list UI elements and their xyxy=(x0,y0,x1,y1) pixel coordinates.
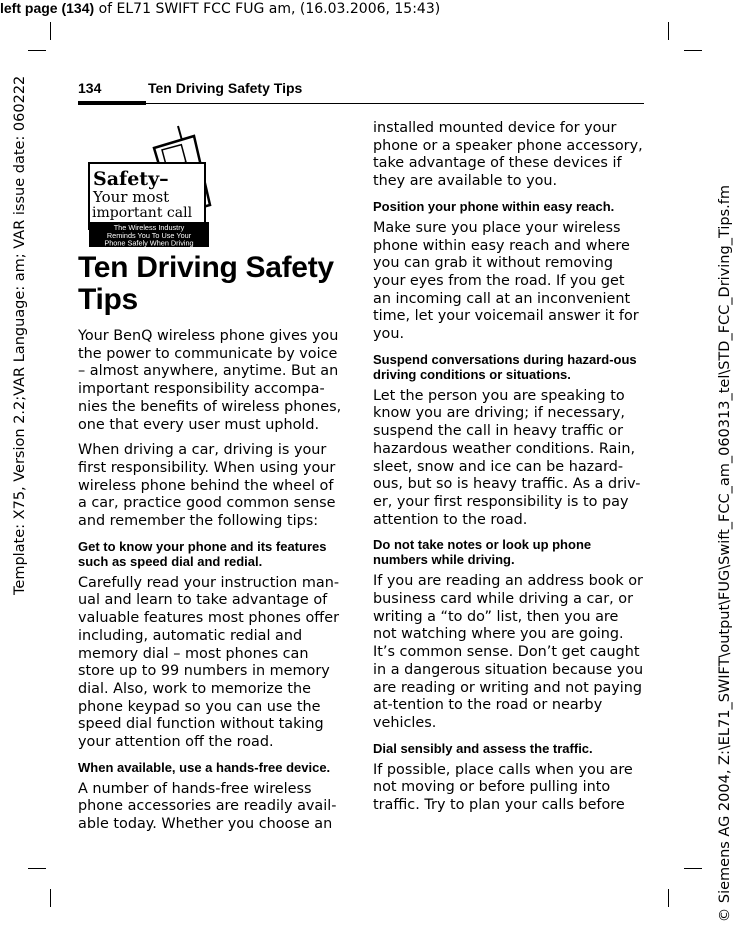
paragraph: If possible, place calls when you are not moving or before pulling into traffic. Try to plan your calls before xyxy=(373,761,633,814)
right-column xyxy=(373,120,645,823)
crop-mark xyxy=(684,868,702,869)
crop-mark xyxy=(668,889,669,907)
crop-mark xyxy=(28,868,46,869)
page-number: 134 xyxy=(78,80,102,96)
print-header-page: left page (134) xyxy=(0,0,95,16)
logo-band3: Phone Safely When Driving xyxy=(104,238,194,248)
paragraph: Let the person you are speaking to know you are driving; if necessary, suspend the call in heavy traffic or hazardous weather conditions. Rain, sleet, snow and ice can be hazard-ous, but so is heavy traffic. As a driv-er, your first responsibility is to pay attention to the road. xyxy=(373,387,641,528)
crop-mark xyxy=(28,50,46,51)
header-rule xyxy=(78,103,644,104)
logo-line3: important call xyxy=(92,205,193,221)
tip-heading: Suspend conversations during hazard-ous driving conditions or situations. xyxy=(373,351,637,382)
crop-mark xyxy=(668,22,669,40)
crop-mark xyxy=(50,22,51,40)
logo-band1: The Wireless Industry xyxy=(113,223,185,232)
tip-heading: Do not take notes or look up phone numbers while driving. xyxy=(373,537,592,568)
header-rule-accent xyxy=(78,101,146,105)
crop-mark xyxy=(684,50,702,51)
paragraph: Make sure you place your wireless phone within easy reach and where you can grab it without removing your eyes from the road. If you get an incoming call at an inconvenient time, let your voicemail answer it for you. xyxy=(373,219,639,343)
left-column xyxy=(78,252,346,842)
crop-mark xyxy=(50,889,51,907)
template-info: Template: X75, Version 2.2;VAR Language: am; VAR issue date: 060222 xyxy=(12,75,28,595)
paragraph: Carefully read your instruction man-ual and learn to take advantage of valuable features most phones offer including, automatic redial and memory dial – most phones can store up to 99 numbers in memory dial. Also, work to memorize the phone keypad so you can use the speed dial function without taking your attention off the road. xyxy=(78,574,340,751)
tip-heading: Position your phone within easy reach. xyxy=(373,198,615,214)
tip-heading: When available, use a hands-free device. xyxy=(78,759,331,775)
tip-heading: Dial sensibly and assess the traffic. xyxy=(373,740,593,756)
logo-line2: Your most xyxy=(93,188,170,206)
print-header xyxy=(0,0,440,17)
running-title: Ten Driving Safety Tips xyxy=(148,80,303,96)
copyright-path: © Siemens AG 2004, Z:\EL71_SWIFT\output\FUG\Swift_FCC_am_060313_tel\STD_FCC_Driving_Tips.fm xyxy=(717,185,733,923)
paragraph: When driving a car, driving is your first responsibility. When using your wireless phone behind the wheel of a car, practice good common sense and remember the following tips: xyxy=(78,442,336,530)
paragraph: installed mounted device for your phone or a speaker phone accessory, take advantage of these devices if they are available to you. xyxy=(373,120,643,190)
paragraph: A number of hands-free wireless phone accessories are readily avail-able today. Whether you choose an xyxy=(78,780,337,833)
logo-band2: Reminds You To Use Your xyxy=(106,231,192,240)
paragraph: If you are reading an address book or business card while driving a car, or writing a “to do” list, then you are not watching where you are going. It’s common sense. Don’t get caught in a dangerous situation because you are reading or writing and not paying at-tention to the road or nearby vehicles. xyxy=(373,573,644,731)
safety-logo xyxy=(86,123,216,249)
template-sidebar xyxy=(0,0,28,927)
tip-heading: Get to know your phone and its features such as speed dial and redial. xyxy=(78,538,327,569)
paragraph: Your BenQ wireless phone gives you the power to communicate by voice – almost anywhere, anytime. But an important responsibility accompa-nies the benefits of wireless phones, one that every user must uphold. xyxy=(78,328,342,433)
copyright-sidebar xyxy=(695,0,733,927)
page-title: Ten Driving Safety Tips xyxy=(78,251,334,316)
print-header-info: of EL71 SWIFT FCC FUG am, (16.03.2006, 15:43) xyxy=(94,1,441,17)
logo-line1: Safety– xyxy=(93,168,169,190)
